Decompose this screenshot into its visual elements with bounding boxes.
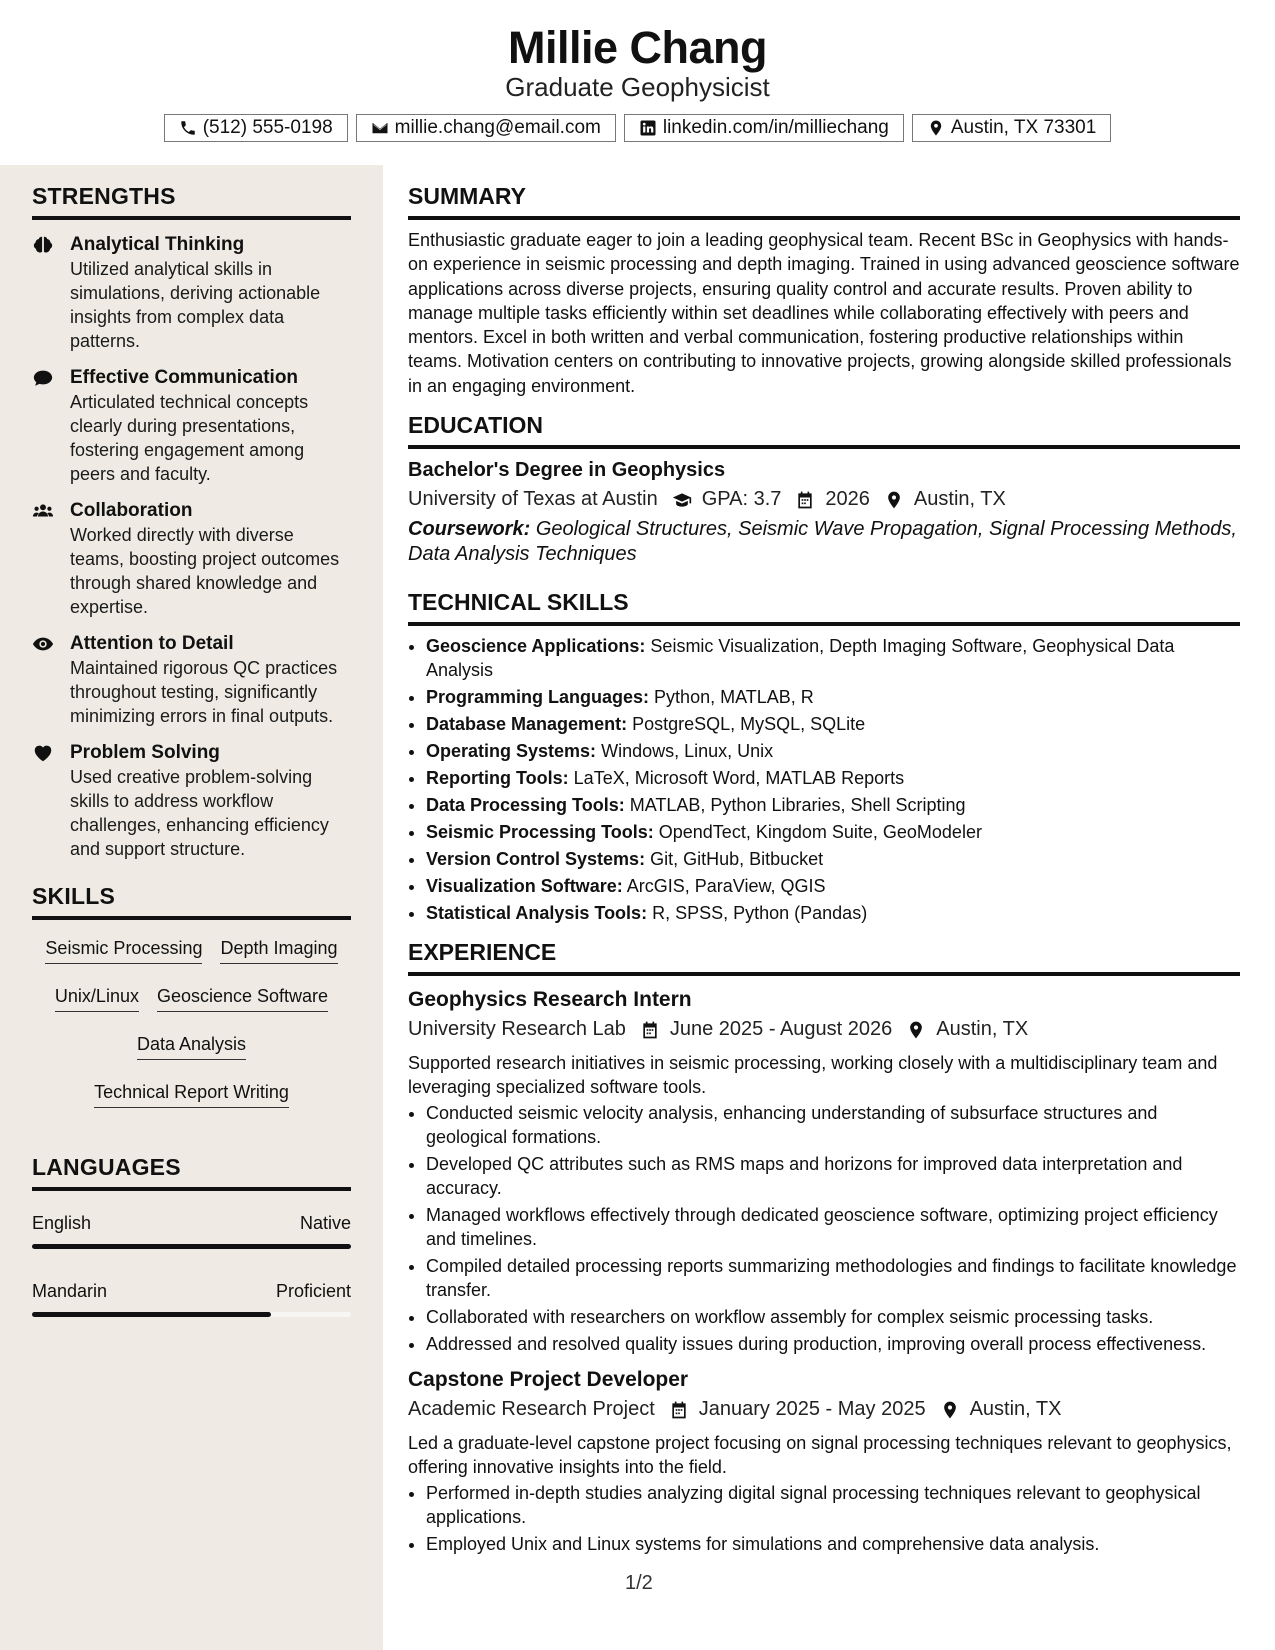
degree-title: Bachelor's Degree in Geophysics [408, 459, 726, 482]
strength-desc: Utilized analytical skills in simulations, deriving actionable insights from complex data patterns. [70, 259, 321, 351]
page-number: 1/2 [625, 1572, 653, 1594]
strength-desc: Used creative problem-solving skills to address workflow challenges, enhancing efficiency and support structure. [70, 767, 329, 859]
tech-skill-label: Programming Languages: [426, 687, 650, 708]
list-item [426, 793, 1240, 817]
speech-bubble-icon [32, 367, 54, 389]
tech-skill-value: R, SPSS, Python (Pandas) [652, 903, 868, 924]
strength-title: Effective Communication [70, 367, 299, 388]
language-name: Mandarin [32, 1281, 108, 1301]
map-pin-icon [940, 1400, 960, 1420]
tech-skill-label: Data Processing Tools: [426, 795, 625, 816]
map-pin-icon [906, 1020, 926, 1040]
contact-email-text: millie.chang@email.com [394, 117, 601, 138]
language-proficiency-fill [32, 1244, 351, 1249]
summary-text: Enthusiastic graduate eager to join a leading geophysical team. Recent BSc in Geophysics with hands-on experience in seismic processing and depth imaging. Trained in using advanced geoscience software applications across diverse projects, ensuring quality control and accurate results. Proven ability to manage multiple tasks efficiently within set deadlines while collaborating effectively with peers and mentors. Excel in both written and verbal communication, fostering productive relationships within teams. Motivation centers on contributing to innovative projects, growing alongside skilled professionals in an engaging environment. [408, 230, 1240, 396]
envelope-icon [371, 119, 389, 137]
strength-desc: Articulated technical concepts clearly during presentations, fostering engagement among peers and faculty. [70, 392, 309, 484]
brain-icon [32, 234, 54, 256]
tech-skill-label: Seismic Processing Tools: [426, 822, 654, 843]
graduation-year: 2026 [825, 488, 870, 511]
language-level: Native [299, 1213, 351, 1233]
language-item [32, 1281, 351, 1317]
tech-skill-value: Seismic Visualization, Depth Imaging Software, Geophysical Data Analysis [426, 636, 1175, 681]
tech-skill-value: ArcGIS, ParaView, QGIS [626, 876, 826, 897]
language-level: Proficient [275, 1281, 351, 1301]
phone-icon [179, 119, 197, 137]
strength-title: Analytical Thinking [70, 234, 245, 255]
skill-tag: Unix/Linux [55, 984, 139, 1012]
job-title: Capstone Project Developer [408, 1368, 689, 1392]
strength-title: Attention to Detail [70, 633, 234, 654]
strength-item [32, 498, 351, 619]
strength-item [32, 232, 351, 353]
list-item: • Collaborated with researchers on workflow assembly for complex seismic processing tasks. [426, 1305, 1240, 1329]
job-meta [408, 1018, 1240, 1041]
experience-heading: EXPERIENCE [408, 939, 1240, 976]
contact-phone[interactable] [164, 114, 348, 142]
list-item: • Developed QC attributes such as RMS maps and horizons for improved data interpretation and accuracy. [426, 1152, 1240, 1200]
strength-desc: Worked directly with diverse teams, boosting project outcomes through shared knowledge and expertise. [70, 525, 340, 617]
candidate-title: Graduate Geophysicist [505, 72, 770, 102]
list-item: • Performed in-depth studies analyzing digital signal processing techniques relevant to geophysical applications. [426, 1481, 1240, 1529]
main-column [408, 183, 1240, 1559]
strength-desc: Maintained rigorous QC practices throughout testing, significantly minimizing errors in final outputs. [70, 658, 338, 726]
contact-phone-text: (512) 555-0198 [202, 117, 333, 138]
job-title: Geophysics Research Intern [408, 988, 692, 1012]
tech-skill-label: Geoscience Applications: [426, 636, 646, 657]
language-proficiency-bar [32, 1244, 351, 1249]
list-item: • Conducted seismic velocity analysis, enhancing understanding of subsurface structures and geological formations. [426, 1101, 1240, 1149]
heart-icon [32, 742, 54, 764]
list-item: • Managed workflows effectively through dedicated geoscience software, optimizing project efficiency and timelines. [426, 1203, 1240, 1251]
skills-list [32, 936, 351, 1108]
map-pin-icon [927, 119, 945, 137]
education-meta [408, 488, 1240, 511]
job-dates: January 2025 - May 2025 [698, 1398, 926, 1421]
map-pin-icon [884, 490, 904, 510]
languages-heading: LANGUAGES [32, 1154, 351, 1191]
tech-skill-label: Reporting Tools: [426, 768, 569, 789]
tech-skill-value: LaTeX, Microsoft Word, MATLAB Reports [573, 768, 905, 789]
list-item: • Compiled detailed processing reports summarizing methodologies and findings to facilitate knowledge transfer. [426, 1254, 1240, 1302]
calendar-icon [669, 1400, 689, 1420]
calendar-icon [795, 490, 815, 510]
coursework-list: Geological Structures, Seismic Wave Propagation, Signal Processing Methods, Data Analysis Techniques [408, 518, 1237, 566]
list-item: • Employed Unix and Linux systems for simulations and comprehensive data analysis. [426, 1532, 1240, 1556]
users-icon [32, 500, 54, 522]
tech-skill-value: MATLAB, Python Libraries, Shell Scripting [629, 795, 966, 816]
job-bullets [408, 1101, 1240, 1356]
contact-email[interactable] [356, 114, 616, 142]
language-proficiency-bar [32, 1312, 351, 1317]
tech-skill-label: Operating Systems: [426, 741, 597, 762]
job-description: Led a graduate-level capstone project focusing on signal processing techniques relevant to geophysics, offering innovative insights into the field. [408, 1433, 1232, 1478]
graduation-cap-icon [672, 490, 692, 510]
resume-header [0, 0, 1275, 165]
tech-skill-value: OpendTect, Kingdom Suite, GeoModeler [658, 822, 982, 843]
coursework [408, 517, 1240, 567]
skill-tag: Data Analysis [137, 1032, 246, 1060]
job-org: University Research Lab [408, 1018, 626, 1041]
school-name: University of Texas at Austin [408, 488, 658, 511]
list-item [426, 820, 1240, 844]
list-item [426, 739, 1240, 763]
skill-tag: Technical Report Writing [94, 1080, 289, 1108]
list-item: • Addressed and resolved quality issues during production, improving overall process effectiveness. [426, 1332, 1240, 1356]
gpa-value: GPA: 3.7 [701, 488, 782, 511]
strength-title: Problem Solving [70, 742, 220, 763]
list-item [426, 685, 1240, 709]
language-item [32, 1213, 351, 1249]
job-dates: June 2025 - August 2026 [669, 1018, 893, 1041]
skills-heading: SKILLS [32, 883, 351, 920]
list-item [426, 634, 1240, 682]
technical-skills-list [408, 634, 1240, 925]
contact-bar [0, 114, 1275, 142]
strength-title: Collaboration [70, 500, 193, 521]
tech-skill-label: Visualization Software: [426, 876, 623, 897]
contact-location[interactable] [912, 114, 1111, 142]
list-item [426, 712, 1240, 736]
linkedin-icon [639, 119, 657, 137]
contact-linkedin-text: linkedin.com/in/milliechang [662, 117, 889, 138]
language-proficiency-fill [32, 1312, 271, 1317]
job-description: Supported research initiatives in seismic processing, working closely with a multidisciplinary team and leveraging specialized software tools. [408, 1053, 1218, 1098]
strength-item [32, 631, 351, 728]
list-item [426, 766, 1240, 790]
tech-skill-label: Database Management: [426, 714, 628, 735]
coursework-label: Coursework: [408, 518, 531, 541]
tech-skill-value: PostgreSQL, MySQL, SQLite [632, 714, 866, 735]
language-name: English [32, 1213, 92, 1233]
job-meta [408, 1398, 1240, 1421]
summary-heading: SUMMARY [408, 183, 1240, 220]
job-location: Austin, TX [969, 1398, 1062, 1421]
skill-tag: Geoscience Software [157, 984, 328, 1012]
list-item [426, 874, 1240, 898]
strengths-heading: STRENGTHS [32, 183, 351, 220]
candidate-name: Millie Chang [507, 22, 767, 73]
tech-skill-label: Version Control Systems: [426, 849, 646, 870]
contact-linkedin[interactable] [624, 114, 904, 142]
eye-icon [32, 633, 54, 655]
skill-tag: Seismic Processing [45, 936, 202, 964]
tech-skill-value: Git, GitHub, Bitbucket [650, 849, 824, 870]
calendar-icon [640, 1020, 660, 1040]
tech-skill-value: Python, MATLAB, R [654, 687, 814, 708]
tech-skill-value: Windows, Linux, Unix [601, 741, 774, 762]
technical-skills-heading: TECHNICAL SKILLS [408, 589, 1240, 626]
list-item [426, 847, 1240, 871]
education-heading: EDUCATION [408, 412, 1240, 449]
job-location: Austin, TX [936, 1018, 1029, 1041]
contact-location-text: Austin, TX 73301 [950, 117, 1097, 138]
list-item [426, 901, 1240, 925]
strength-item [32, 740, 351, 861]
school-location: Austin, TX [913, 488, 1006, 511]
tech-skill-label: Statistical Analysis Tools: [426, 903, 648, 924]
sidebar [0, 165, 383, 1650]
job-bullets [408, 1481, 1240, 1556]
strength-item [32, 365, 351, 486]
job-org: Academic Research Project [408, 1398, 655, 1421]
skill-tag: Depth Imaging [220, 936, 337, 964]
